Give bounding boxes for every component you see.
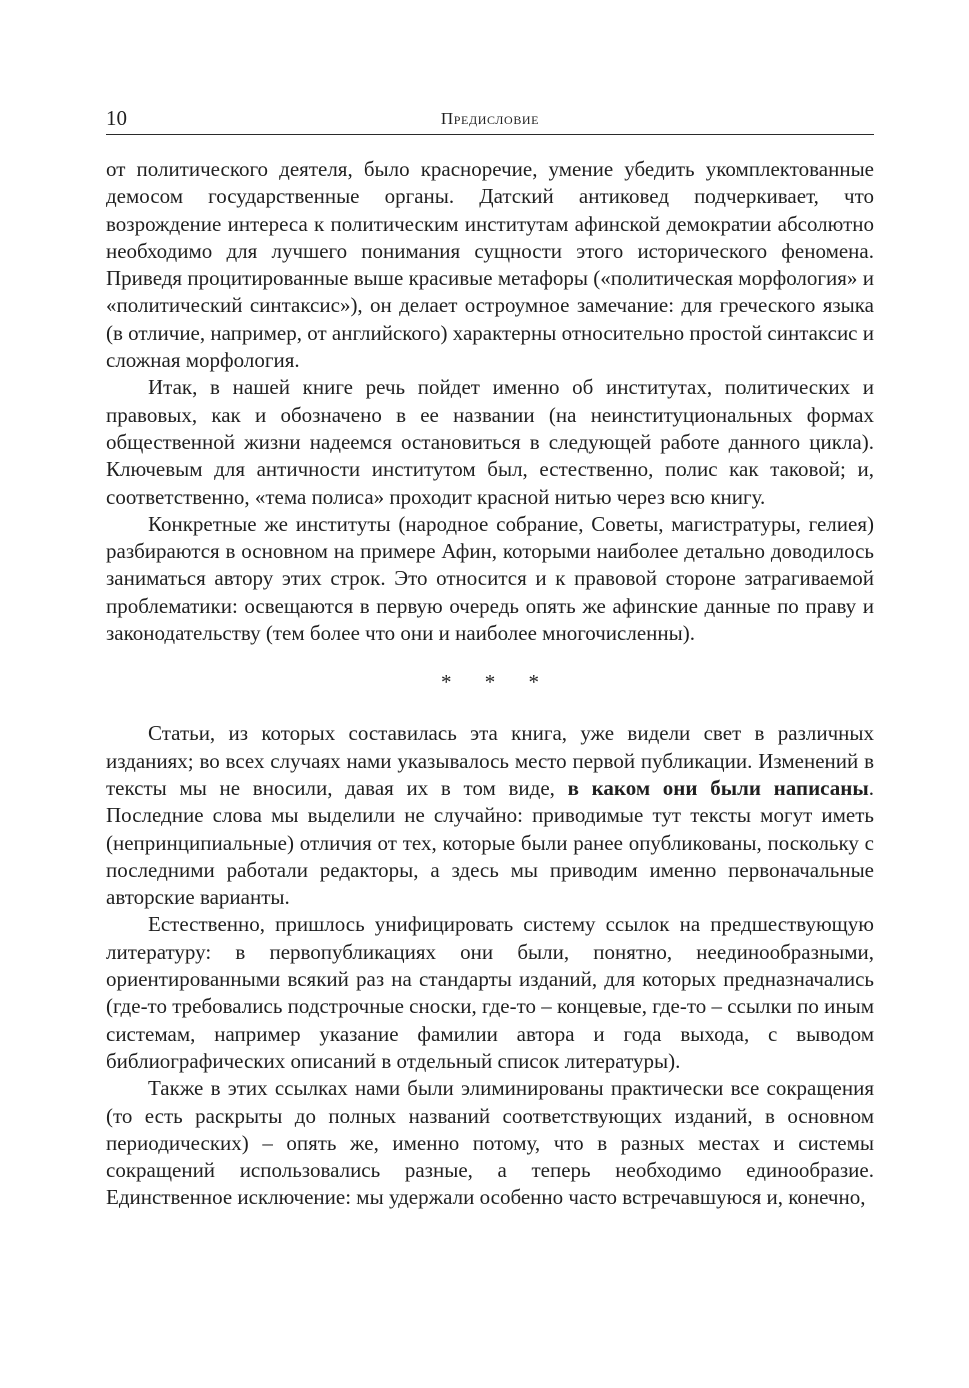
paragraph-5: Естественно, пришлось унифицировать систему ссылок на предшествующую литературу: в первопубликациях они были, понятно, неединообразными, ориентированными всякий раз на стандарты изданий, для которых предназначались (где-то требовались подстрочные сноски, где-то – концевые, где-то – ссылки по иным системам, например указание фамилии автора и года выхода, с выводом библиографических описаний в отдельный список литературы). xyxy=(106,912,875,1073)
paragraph-4-bold-phrase: в каком они были написаны xyxy=(567,775,869,800)
paragraph-3: Конкретные же институты (народное собрание, Советы, магистратуры, гелиея) разбираются в основном на примере Афин, которыми наиболее детально доводилось заниматься автору этих строк. Это относится и к правовой стороне затрагиваемой проблематики: освещаются в первую очередь опять же афинские данные по праву и законодательству (тем более что они и наиболее многочисленны). xyxy=(106,511,874,646)
paragraph-6: Также в этих ссылках нами были элиминированы практически все сокращения (то есть раскрыты до полных названий соответствующих изданий, в основном периодических) – опять же, именно потому, что в разных местах и системы сокращений использовались разные, а теперь необходимо единообразие. Единственное исключение: мы удержали особенно часто встречавшуюся и, конечно, xyxy=(106,1076,874,1210)
book-page xyxy=(106,104,874,1212)
section-separator: * * * xyxy=(441,670,553,695)
running-header xyxy=(106,104,874,135)
paragraph-4 xyxy=(106,720,874,911)
page-number: 10 xyxy=(106,106,127,130)
body-text xyxy=(106,156,874,1212)
paragraph-1: от политического деятеля, было красноречие, умение убедить укомплектованные демосом государственные органы. Датский антиковед подчеркивает, что возрождение интереса к политическим институтам афинской демократии абсолютно необходимо для лучшего понимания сущности этого исторического феномена. Приведя процитированные выше красивые метафоры («политическая морфология» и «политический синтаксис»), он делает остроумное замечание: для греческого языка (в отличие, например, от английского) характерны относительно простой синтаксис и сложная морфология. xyxy=(106,157,874,373)
paragraph-2: Итак, в нашей книге речь пойдет именно об институтах, политических и правовых, как и обозначено в ее названии (на неинституциональных формах общественной жизни надеемся остановиться в следующей работе данного цикла). Ключевым для античности институтом был, естественно, полис как таковой; и, соответственно, «тема полиса» проходит красной нитью через всю книгу. xyxy=(106,375,874,509)
paragraph-4-text-start: Статьи, из которых составилась эта книга, уже видели свет в различных изданиях; во всех случаях нами указывалось место первой публикации. Изменений в тексты мы не вносили, давая их в том виде, xyxy=(106,721,874,800)
paragraph-4-text-end: . Последние слова мы выделили не случайно: приводимые тут тексты могут иметь (непринципиальные) отличия от тех, которые были ранее опубликованы, поскольку с последними работали редакторы, а здесь мы приводим именно первоначальные авторские варианты. xyxy=(106,775,875,910)
running-title: Предисловие xyxy=(440,109,540,128)
